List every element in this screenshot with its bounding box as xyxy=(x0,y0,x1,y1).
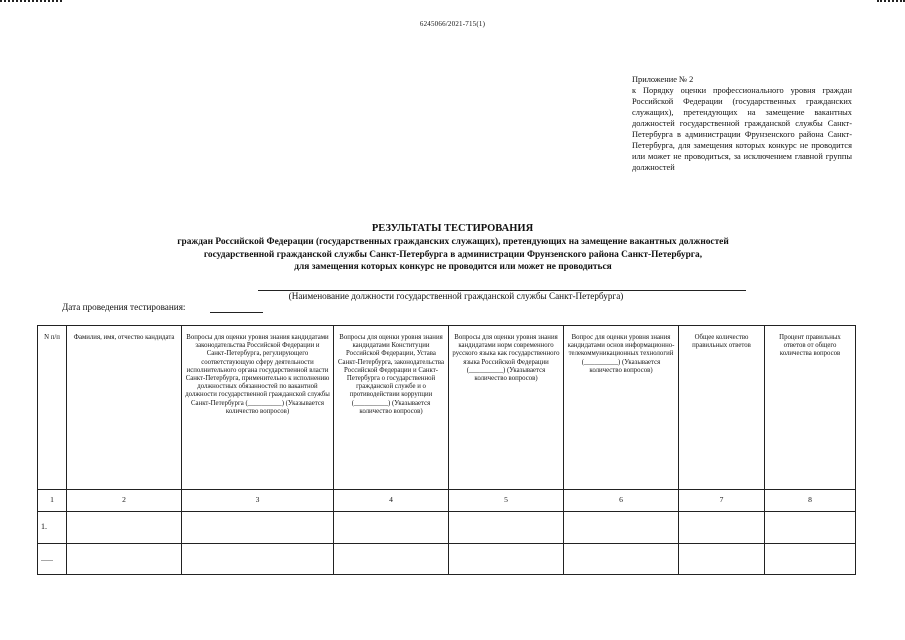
table-cell: ...... xyxy=(38,544,67,575)
table-cell xyxy=(765,512,856,544)
page-subtitle xyxy=(88,236,818,274)
appendix-text: к Порядку оценки профессионального уровня граждан Российской Федерации (государственных гражданских служащих), претендующих на замещение вакантных должностей государственной гражданской службы Санкт-Петербурга в администрации Фрунзенского района Санкт-Петербурга, для замещения которых конкурс не проводится или может не проводиться, за исключением главной группы должностей xyxy=(632,86,852,172)
table-header-row xyxy=(38,326,856,490)
table-cell xyxy=(564,512,679,544)
table-cell xyxy=(67,512,182,544)
table-cell xyxy=(67,544,182,575)
subtitle-line: государственной гражданской службы Санкт-Петербурга в администрации Фрунзенского района Санкт-Петербурга, xyxy=(203,249,703,260)
column-number-row xyxy=(38,490,856,512)
column-number: 8 xyxy=(765,490,856,512)
scan-edge-mark-left xyxy=(0,0,62,6)
column-number: 3 xyxy=(182,490,334,512)
column-header-russian-language-questions: Вопросы для оценки уровня знания кандидатами норм современного русского языка как государственного языка Российской Федерации (__________) (Указывается количество вопросов) xyxy=(449,326,564,490)
table-cell xyxy=(182,512,334,544)
column-number: 2 xyxy=(67,490,182,512)
table-cell xyxy=(449,512,564,544)
column-header-it-questions: Вопрос для оценки уровня знания кандидатами основ информационно-телекоммуникационных технологий (__________) (Указывается количество вопросов) xyxy=(564,326,679,490)
results-table xyxy=(37,325,856,575)
column-header-legislation-questions: Вопросы для оценки уровня знания кандидатами законодательства Российской Федерации и Санкт-Петербурга, регулирующего соответствующую сферу деятельности исполнительного органа государственной власти Санкт-Петербурга, применительно к исполнению должностных обязанностей по вакантной должности государственной гражданской службы Санкт-Петербурга (__________) (Указывается количество вопросов) xyxy=(182,326,334,490)
scan-edge-mark-right xyxy=(877,0,905,8)
column-number: 7 xyxy=(679,490,765,512)
table-row xyxy=(38,512,856,544)
column-number: 1 xyxy=(38,490,67,512)
table-cell xyxy=(449,544,564,575)
table-cell xyxy=(679,512,765,544)
column-number: 6 xyxy=(564,490,679,512)
column-number: 4 xyxy=(334,490,449,512)
position-caption: (Наименование должности государственной гражданской службы Санкт-Петербурга) xyxy=(288,291,624,301)
page-title: РЕЗУЛЬТАТЫ ТЕСТИРОВАНИЯ xyxy=(371,223,534,234)
column-header-number: N п/п xyxy=(38,326,67,490)
column-number: 5 xyxy=(449,490,564,512)
column-header-percent-correct: Процент правильных ответов от общего количества вопросов xyxy=(765,326,856,490)
column-header-constitution-questions: Вопросы для оценки уровня знания кандидатами Конституции Российской Федерации, Устава Санкт-Петербурга, законодательства Российской Федерации и Санкт-Петербурга о государственной гражданской службе и о противодействии коррупции (__________) (Указывается количество вопросов) xyxy=(334,326,449,490)
appendix-block xyxy=(632,74,852,173)
table-cell xyxy=(679,544,765,575)
table-cell xyxy=(182,544,334,575)
subtitle-line: граждан Российской Федерации (государственных гражданских служащих), претендующих на замещение вакантных должностей xyxy=(177,237,729,247)
table-cell xyxy=(334,544,449,575)
table-row xyxy=(38,544,856,575)
table-cell xyxy=(564,544,679,575)
appendix-title: Приложение № 2 xyxy=(632,75,694,84)
table-cell xyxy=(765,544,856,575)
document-number: 6245066/2021-715(1) xyxy=(419,20,486,28)
table-cell: 1. xyxy=(38,512,67,544)
column-header-correct-answers: Общее количество правильных ответов xyxy=(679,326,765,490)
column-header-name: Фамилия, имя, отчество кандидата xyxy=(67,326,182,490)
table-cell xyxy=(334,512,449,544)
test-date-label: Дата проведения тестирования: xyxy=(62,302,186,312)
subtitle-line: для замещения которых конкурс не проводится или может не проводиться xyxy=(294,262,612,273)
test-date-blank xyxy=(210,312,263,313)
